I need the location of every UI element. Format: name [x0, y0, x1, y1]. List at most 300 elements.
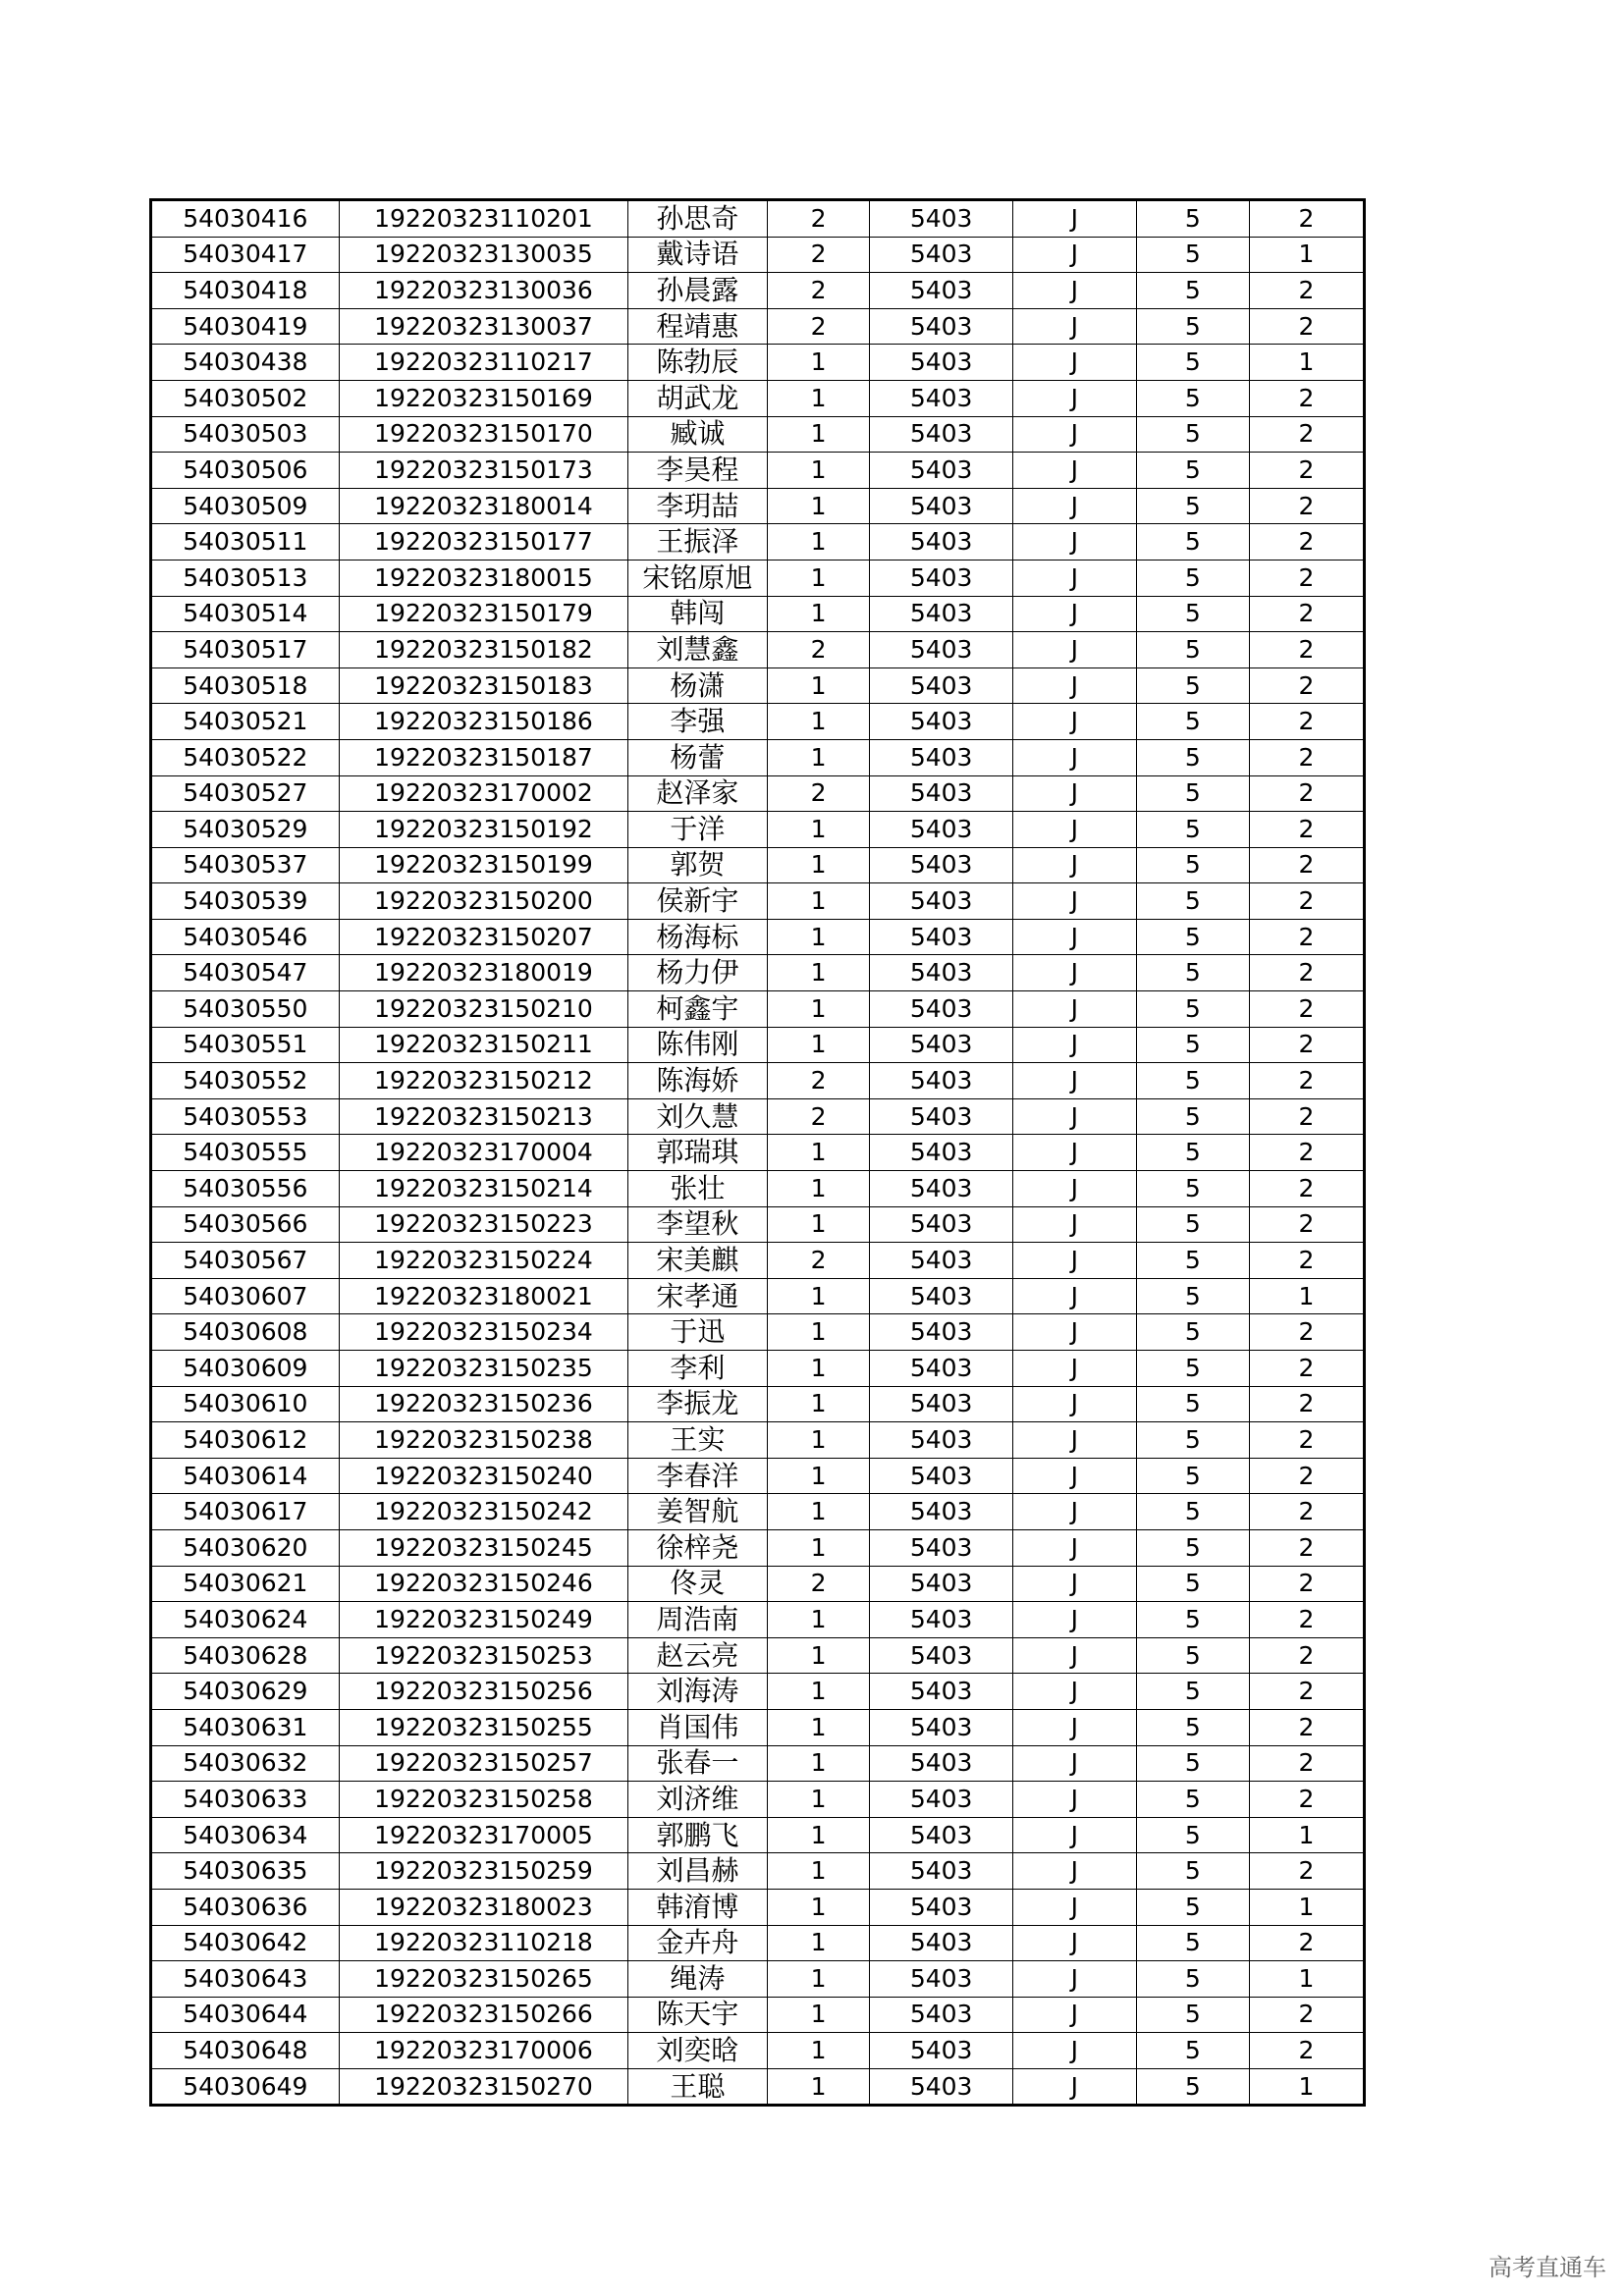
status-code-cell: 2	[1249, 1709, 1364, 1745]
status-code-cell: 2	[1249, 1351, 1364, 1387]
category-code-cell: J	[1012, 560, 1136, 596]
category-code-cell: J	[1012, 1602, 1136, 1638]
registration-number-cell: 19220323150207	[339, 919, 628, 955]
status-code-cell: 2	[1249, 2033, 1364, 2069]
student-name-cell: 陈勃辰	[628, 345, 767, 381]
student-name-cell: 孙晨露	[628, 273, 767, 309]
student-name-cell: 绳涛	[628, 1961, 767, 1998]
gender-code-cell: 1	[767, 1422, 870, 1459]
exam-number-cell: 54030628	[151, 1637, 340, 1674]
registration-number-cell: 19220323150211	[339, 1027, 628, 1063]
student-name-cell: 李春洋	[628, 1458, 767, 1494]
level-code-cell: 5	[1136, 919, 1249, 955]
level-code-cell: 5	[1136, 308, 1249, 345]
status-code-cell: 2	[1249, 1782, 1364, 1818]
table-row	[151, 273, 1365, 309]
school-code-cell: 5403	[870, 1135, 1012, 1171]
student-name-cell: 杨蕾	[628, 739, 767, 775]
category-code-cell: J	[1012, 345, 1136, 381]
status-code-cell: 2	[1249, 1674, 1364, 1710]
exam-number-cell: 54030517	[151, 632, 340, 668]
gender-code-cell: 1	[767, 919, 870, 955]
school-code-cell: 5403	[870, 1566, 1012, 1602]
table-row	[151, 1206, 1365, 1243]
category-code-cell: J	[1012, 1961, 1136, 1998]
exam-number-cell: 54030529	[151, 812, 340, 848]
category-code-cell: J	[1012, 919, 1136, 955]
gender-code-cell: 1	[767, 524, 870, 561]
gender-code-cell: 1	[767, 1745, 870, 1782]
exam-number-cell: 54030634	[151, 1817, 340, 1853]
exam-number-cell: 54030631	[151, 1709, 340, 1745]
gender-code-cell: 1	[767, 812, 870, 848]
gender-code-cell: 1	[767, 1961, 870, 1998]
student-name-cell: 郭鹏飞	[628, 1817, 767, 1853]
category-code-cell: J	[1012, 453, 1136, 489]
level-code-cell: 5	[1136, 1566, 1249, 1602]
status-code-cell: 2	[1249, 453, 1364, 489]
exam-number-cell: 54030416	[151, 200, 340, 238]
gender-code-cell: 1	[767, 453, 870, 489]
table-row	[151, 1243, 1365, 1279]
exam-number-cell: 54030632	[151, 1745, 340, 1782]
level-code-cell: 5	[1136, 1853, 1249, 1890]
registration-number-cell: 19220323150258	[339, 1782, 628, 1818]
level-code-cell: 5	[1136, 2033, 1249, 2069]
gender-code-cell: 2	[767, 273, 870, 309]
table-row	[151, 1745, 1365, 1782]
category-code-cell: J	[1012, 1243, 1136, 1279]
category-code-cell: J	[1012, 416, 1136, 453]
school-code-cell: 5403	[870, 596, 1012, 632]
registration-number-cell: 19220323150214	[339, 1171, 628, 1207]
student-name-cell: 陈天宇	[628, 1997, 767, 2033]
gender-code-cell: 2	[767, 308, 870, 345]
table-row	[151, 883, 1365, 920]
registration-number-cell: 19220323180015	[339, 560, 628, 596]
school-code-cell: 5403	[870, 1889, 1012, 1925]
gender-code-cell: 1	[767, 1709, 870, 1745]
category-code-cell: J	[1012, 1889, 1136, 1925]
registration-number-cell: 19220323150224	[339, 1243, 628, 1279]
category-code-cell: J	[1012, 2033, 1136, 2069]
category-code-cell: J	[1012, 1782, 1136, 1818]
level-code-cell: 5	[1136, 1709, 1249, 1745]
level-code-cell: 5	[1136, 1817, 1249, 1853]
registration-number-cell: 19220323150192	[339, 812, 628, 848]
exam-number-cell: 54030555	[151, 1135, 340, 1171]
school-code-cell: 5403	[870, 1458, 1012, 1494]
registration-number-cell: 19220323110201	[339, 200, 628, 238]
school-code-cell: 5403	[870, 1386, 1012, 1422]
school-code-cell: 5403	[870, 1529, 1012, 1566]
gender-code-cell: 1	[767, 596, 870, 632]
exam-number-cell: 54030635	[151, 1853, 340, 1890]
status-code-cell: 2	[1249, 667, 1364, 704]
student-name-cell: 李强	[628, 704, 767, 740]
registration-number-cell: 19220323150234	[339, 1314, 628, 1351]
registration-number-cell: 19220323150240	[339, 1458, 628, 1494]
category-code-cell: J	[1012, 1494, 1136, 1530]
student-name-cell: 佟灵	[628, 1566, 767, 1602]
gender-code-cell: 1	[767, 416, 870, 453]
category-code-cell: J	[1012, 1853, 1136, 1890]
table-row	[151, 1494, 1365, 1530]
school-code-cell: 5403	[870, 308, 1012, 345]
registration-number-cell: 19220323130036	[339, 273, 628, 309]
school-code-cell: 5403	[870, 380, 1012, 416]
category-code-cell: J	[1012, 991, 1136, 1028]
student-name-cell: 程靖惠	[628, 308, 767, 345]
registration-number-cell: 19220323150169	[339, 380, 628, 416]
level-code-cell: 5	[1136, 704, 1249, 740]
table-row	[151, 1351, 1365, 1387]
exam-number-cell: 54030612	[151, 1422, 340, 1459]
student-name-cell: 刘济维	[628, 1782, 767, 1818]
gender-code-cell: 1	[767, 1171, 870, 1207]
table-row	[151, 1098, 1365, 1135]
level-code-cell: 5	[1136, 1602, 1249, 1638]
registration-number-cell: 19220323150265	[339, 1961, 628, 1998]
level-code-cell: 5	[1136, 1637, 1249, 1674]
gender-code-cell: 1	[767, 1674, 870, 1710]
table-row	[151, 955, 1365, 991]
category-code-cell: J	[1012, 1997, 1136, 2033]
category-code-cell: J	[1012, 775, 1136, 812]
exam-number-cell: 54030617	[151, 1494, 340, 1530]
level-code-cell: 5	[1136, 380, 1249, 416]
status-code-cell: 2	[1249, 1745, 1364, 1782]
exam-number-cell: 54030522	[151, 739, 340, 775]
student-name-cell: 金卉舟	[628, 1925, 767, 1961]
registration-number-cell: 19220323150170	[339, 416, 628, 453]
student-name-cell: 宋铭原旭	[628, 560, 767, 596]
registration-number-cell: 19220323150186	[339, 704, 628, 740]
table-row	[151, 560, 1365, 596]
student-name-cell: 张春一	[628, 1745, 767, 1782]
level-code-cell: 5	[1136, 955, 1249, 991]
student-name-cell: 李玥喆	[628, 488, 767, 524]
gender-code-cell: 1	[767, 1494, 870, 1530]
school-code-cell: 5403	[870, 345, 1012, 381]
gender-code-cell: 1	[767, 991, 870, 1028]
level-code-cell: 5	[1136, 1351, 1249, 1387]
category-code-cell: J	[1012, 1422, 1136, 1459]
table-row	[151, 812, 1365, 848]
exam-number-cell: 54030419	[151, 308, 340, 345]
category-code-cell: J	[1012, 1458, 1136, 1494]
school-code-cell: 5403	[870, 1674, 1012, 1710]
exam-number-cell: 54030509	[151, 488, 340, 524]
status-code-cell: 1	[1249, 345, 1364, 381]
registration-number-cell: 19220323150199	[339, 847, 628, 883]
school-code-cell: 5403	[870, 1997, 1012, 2033]
gender-code-cell: 1	[767, 560, 870, 596]
level-code-cell: 5	[1136, 775, 1249, 812]
category-code-cell: J	[1012, 1637, 1136, 1674]
exam-number-cell: 54030642	[151, 1925, 340, 1961]
table-row	[151, 596, 1365, 632]
exam-number-cell: 54030417	[151, 237, 340, 273]
exam-number-cell: 54030621	[151, 1566, 340, 1602]
school-code-cell: 5403	[870, 1925, 1012, 1961]
table-row	[151, 1027, 1365, 1063]
table-body	[151, 200, 1365, 2106]
exam-number-cell: 54030513	[151, 560, 340, 596]
status-code-cell: 2	[1249, 1243, 1364, 1279]
exam-number-cell: 54030418	[151, 273, 340, 309]
exam-number-cell: 54030608	[151, 1314, 340, 1351]
gender-code-cell: 1	[767, 1853, 870, 1890]
student-name-cell: 刘昌赫	[628, 1853, 767, 1890]
exam-number-cell: 54030521	[151, 704, 340, 740]
exam-number-cell: 54030624	[151, 1602, 340, 1638]
registration-number-cell: 19220323150179	[339, 596, 628, 632]
student-name-cell: 刘久慧	[628, 1098, 767, 1135]
table-row	[151, 237, 1365, 273]
school-code-cell: 5403	[870, 2033, 1012, 2069]
gender-code-cell: 1	[767, 345, 870, 381]
table-row	[151, 1566, 1365, 1602]
school-code-cell: 5403	[870, 1314, 1012, 1351]
registration-number-cell: 19220323150223	[339, 1206, 628, 1243]
status-code-cell: 2	[1249, 1925, 1364, 1961]
school-code-cell: 5403	[870, 775, 1012, 812]
table-row	[151, 524, 1365, 561]
status-code-cell: 2	[1249, 596, 1364, 632]
exam-number-cell: 54030566	[151, 1206, 340, 1243]
gender-code-cell: 2	[767, 200, 870, 238]
category-code-cell: J	[1012, 380, 1136, 416]
exam-number-cell: 54030527	[151, 775, 340, 812]
gender-code-cell: 1	[767, 883, 870, 920]
level-code-cell: 5	[1136, 1458, 1249, 1494]
exam-number-cell: 54030518	[151, 667, 340, 704]
gender-code-cell: 1	[767, 2033, 870, 2069]
category-code-cell: J	[1012, 1027, 1136, 1063]
level-code-cell: 5	[1136, 560, 1249, 596]
student-name-cell: 姜智航	[628, 1494, 767, 1530]
category-code-cell: J	[1012, 955, 1136, 991]
registration-number-cell: 19220323150182	[339, 632, 628, 668]
status-code-cell: 2	[1249, 739, 1364, 775]
school-code-cell: 5403	[870, 1602, 1012, 1638]
table-row	[151, 1386, 1365, 1422]
exam-number-cell: 54030550	[151, 991, 340, 1028]
status-code-cell: 1	[1249, 1961, 1364, 1998]
status-code-cell: 2	[1249, 775, 1364, 812]
table-row	[151, 1171, 1365, 1207]
student-name-cell: 张壮	[628, 1171, 767, 1207]
table-row	[151, 1709, 1365, 1745]
status-code-cell: 2	[1249, 883, 1364, 920]
gender-code-cell: 1	[767, 1782, 870, 1818]
exam-number-cell: 54030502	[151, 380, 340, 416]
table-row	[151, 1063, 1365, 1099]
student-name-cell: 王振泽	[628, 524, 767, 561]
category-code-cell: J	[1012, 739, 1136, 775]
student-name-cell: 胡武龙	[628, 380, 767, 416]
table-row	[151, 1782, 1365, 1818]
gender-code-cell: 1	[767, 1458, 870, 1494]
status-code-cell: 2	[1249, 1853, 1364, 1890]
category-code-cell: J	[1012, 883, 1136, 920]
exam-number-cell: 54030636	[151, 1889, 340, 1925]
registration-number-cell: 19220323150183	[339, 667, 628, 704]
exam-number-cell: 54030643	[151, 1961, 340, 1998]
registration-number-cell: 19220323150200	[339, 883, 628, 920]
category-code-cell: J	[1012, 1135, 1136, 1171]
status-code-cell: 2	[1249, 488, 1364, 524]
gender-code-cell: 1	[767, 2068, 870, 2106]
student-name-cell: 陈海娇	[628, 1063, 767, 1099]
registration-number-cell: 19220323150242	[339, 1494, 628, 1530]
status-code-cell: 2	[1249, 1494, 1364, 1530]
student-name-cell: 宋美麒	[628, 1243, 767, 1279]
category-code-cell: J	[1012, 2068, 1136, 2106]
school-code-cell: 5403	[870, 237, 1012, 273]
registration-number-cell: 19220323110217	[339, 345, 628, 381]
level-code-cell: 5	[1136, 1997, 1249, 2033]
gender-code-cell: 1	[767, 1637, 870, 1674]
exam-number-cell: 54030438	[151, 345, 340, 381]
level-code-cell: 5	[1136, 1782, 1249, 1818]
school-code-cell: 5403	[870, 883, 1012, 920]
table-row	[151, 1817, 1365, 1853]
level-code-cell: 5	[1136, 1243, 1249, 1279]
school-code-cell: 5403	[870, 632, 1012, 668]
level-code-cell: 5	[1136, 524, 1249, 561]
student-name-cell: 杨海标	[628, 919, 767, 955]
table-row	[151, 919, 1365, 955]
gender-code-cell: 2	[767, 775, 870, 812]
level-code-cell: 5	[1136, 200, 1249, 238]
level-code-cell: 5	[1136, 273, 1249, 309]
school-code-cell: 5403	[870, 1817, 1012, 1853]
category-code-cell: J	[1012, 1925, 1136, 1961]
student-name-cell: 杨力伊	[628, 955, 767, 991]
exam-number-cell: 54030648	[151, 2033, 340, 2069]
table-row	[151, 1422, 1365, 1459]
school-code-cell: 5403	[870, 991, 1012, 1028]
category-code-cell: J	[1012, 667, 1136, 704]
level-code-cell: 5	[1136, 1422, 1249, 1459]
level-code-cell: 5	[1136, 847, 1249, 883]
table-row	[151, 1997, 1365, 2033]
table-row	[151, 1889, 1365, 1925]
registration-number-cell: 19220323150255	[339, 1709, 628, 1745]
school-code-cell: 5403	[870, 200, 1012, 238]
level-code-cell: 5	[1136, 1889, 1249, 1925]
school-code-cell: 5403	[870, 847, 1012, 883]
school-code-cell: 5403	[870, 1853, 1012, 1890]
category-code-cell: J	[1012, 847, 1136, 883]
student-name-cell: 韩闯	[628, 596, 767, 632]
student-name-cell: 于洋	[628, 812, 767, 848]
exam-number-cell: 54030629	[151, 1674, 340, 1710]
level-code-cell: 5	[1136, 237, 1249, 273]
table-row	[151, 1135, 1365, 1171]
student-name-cell: 刘海涛	[628, 1674, 767, 1710]
student-name-cell: 李利	[628, 1351, 767, 1387]
gender-code-cell: 2	[767, 1243, 870, 1279]
category-code-cell: J	[1012, 632, 1136, 668]
status-code-cell: 2	[1249, 1206, 1364, 1243]
school-code-cell: 5403	[870, 488, 1012, 524]
category-code-cell: J	[1012, 1745, 1136, 1782]
level-code-cell: 5	[1136, 1098, 1249, 1135]
gender-code-cell: 1	[767, 1602, 870, 1638]
student-name-cell: 王聪	[628, 2068, 767, 2106]
school-code-cell: 5403	[870, 1782, 1012, 1818]
student-name-cell: 李昊程	[628, 453, 767, 489]
school-code-cell: 5403	[870, 955, 1012, 991]
gender-code-cell: 1	[767, 847, 870, 883]
status-code-cell: 2	[1249, 812, 1364, 848]
data-table	[149, 198, 1366, 2107]
exam-number-cell: 54030644	[151, 1997, 340, 2033]
exam-number-cell: 54030552	[151, 1063, 340, 1099]
exam-number-cell: 54030551	[151, 1027, 340, 1063]
level-code-cell: 5	[1136, 1386, 1249, 1422]
gender-code-cell: 1	[767, 739, 870, 775]
registration-number-cell: 19220323130035	[339, 237, 628, 273]
school-code-cell: 5403	[870, 453, 1012, 489]
gender-code-cell: 2	[767, 1098, 870, 1135]
table-row	[151, 200, 1365, 238]
student-name-cell: 徐梓尧	[628, 1529, 767, 1566]
category-code-cell: J	[1012, 524, 1136, 561]
status-code-cell: 2	[1249, 955, 1364, 991]
status-code-cell: 2	[1249, 1602, 1364, 1638]
table-row	[151, 345, 1365, 381]
category-code-cell: J	[1012, 1817, 1136, 1853]
status-code-cell: 2	[1249, 1386, 1364, 1422]
registration-number-cell: 19220323150235	[339, 1351, 628, 1387]
school-code-cell: 5403	[870, 524, 1012, 561]
school-code-cell: 5403	[870, 667, 1012, 704]
registration-number-cell: 19220323180019	[339, 955, 628, 991]
table-row	[151, 1314, 1365, 1351]
status-code-cell: 2	[1249, 1529, 1364, 1566]
exam-number-cell: 54030506	[151, 453, 340, 489]
status-code-cell: 2	[1249, 560, 1364, 596]
level-code-cell: 5	[1136, 1494, 1249, 1530]
status-code-cell: 1	[1249, 1817, 1364, 1853]
exam-number-cell: 54030511	[151, 524, 340, 561]
status-code-cell: 1	[1249, 237, 1364, 273]
table-row	[151, 775, 1365, 812]
level-code-cell: 5	[1136, 345, 1249, 381]
school-code-cell: 5403	[870, 1494, 1012, 1530]
status-code-cell: 2	[1249, 919, 1364, 955]
table-row	[151, 308, 1365, 345]
student-name-cell: 李望秋	[628, 1206, 767, 1243]
registration-number-cell: 19220323130037	[339, 308, 628, 345]
student-name-cell: 郭贺	[628, 847, 767, 883]
gender-code-cell: 1	[767, 1817, 870, 1853]
student-name-cell: 柯鑫宇	[628, 991, 767, 1028]
gender-code-cell: 2	[767, 1566, 870, 1602]
exam-number-cell: 54030503	[151, 416, 340, 453]
table-row	[151, 2033, 1365, 2069]
exam-number-cell: 54030649	[151, 2068, 340, 2106]
status-code-cell: 2	[1249, 524, 1364, 561]
gender-code-cell: 1	[767, 1206, 870, 1243]
exam-number-cell: 54030556	[151, 1171, 340, 1207]
school-code-cell: 5403	[870, 1063, 1012, 1099]
school-code-cell: 5403	[870, 1098, 1012, 1135]
